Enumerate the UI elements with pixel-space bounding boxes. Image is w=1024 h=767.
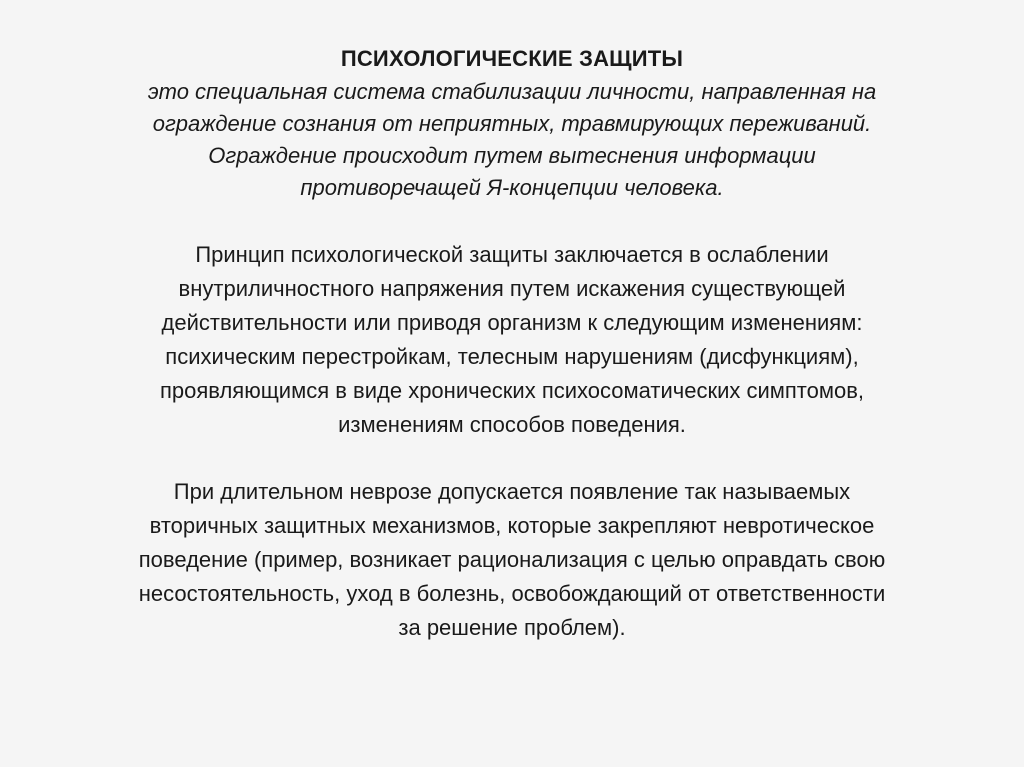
paragraph-line: внутриличностного напряжения путем искажения существующей xyxy=(178,276,846,301)
paragraph-line: При длительном неврозе допускается появление так называемых xyxy=(173,479,851,504)
definition-text xyxy=(40,76,984,204)
paragraph-line: за решение проблем). xyxy=(398,615,626,640)
neurosis-paragraph xyxy=(40,475,984,645)
definition-line: это специальная система стабилизации личности, направленная на xyxy=(147,79,877,104)
paragraph-line: несостоятельность, уход в болезнь, освобождающий от ответственности xyxy=(138,581,886,606)
slide-title: ПСИХОЛОГИЧЕСКИЕ ЗАЩИТЫ xyxy=(340,46,684,71)
principle-paragraph xyxy=(40,238,984,442)
definition-line: противоречащей Я-концепции человека. xyxy=(300,175,724,200)
paragraph-line: поведение (пример, возникает рационализация с целью оправдать свою xyxy=(138,547,886,572)
slide-content xyxy=(40,44,984,645)
definition-line: ограждение сознания от неприятных, травмирующих переживаний. xyxy=(152,111,872,136)
definition-line: Ограждение происходит путем вытеснения информации xyxy=(208,143,816,168)
paragraph-line: вторичных защитных механизмов, которые закрепляют невротическое xyxy=(149,513,875,538)
paragraph-line: Принцип психологической защиты заключается в ослаблении xyxy=(195,242,829,267)
paragraph-line: действительности или приводя организм к следующим изменениям: xyxy=(161,310,863,335)
paragraph-line: проявляющимся в виде хронических психосоматических симптомов, xyxy=(159,378,865,403)
paragraph-line: психическим перестройкам, телесным нарушениям (дисфункциям), xyxy=(165,344,859,369)
paragraph-line: изменениям способов поведения. xyxy=(338,412,686,437)
